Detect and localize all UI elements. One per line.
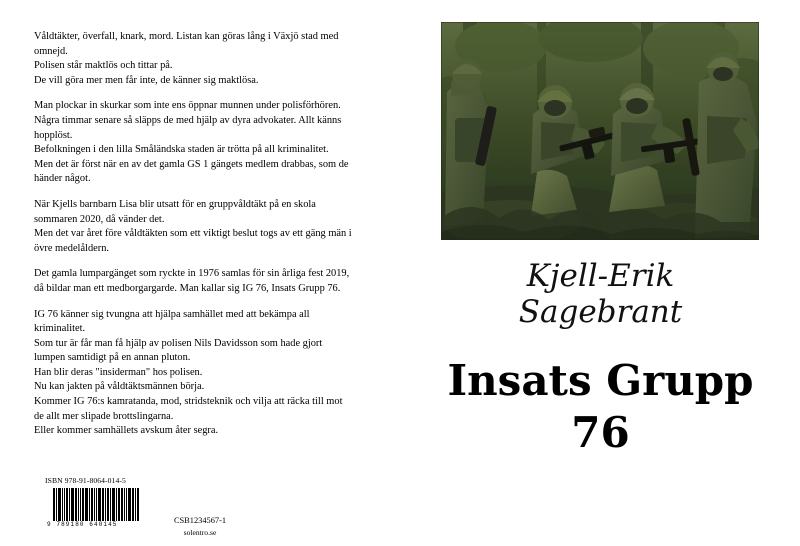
title-line: Insats Grupp (447, 356, 754, 405)
author-line: Kjell-Erik (526, 258, 675, 294)
title-line: 76 (571, 408, 630, 457)
blurb-paragraph: Våldtäkter, överfall, knark, mord. Listan kan göras lång i Växjö stad med omnejd. Polisen står maktlös och tittar på. De vill göra mer men får inte, de känner sig maktlösa. (34, 31, 339, 86)
isbn-label: ISBN 978-91-8064-014-5 (45, 476, 126, 485)
publisher-name: solentro.se (183, 528, 217, 537)
csb-code: CSB1234567-1 (173, 516, 227, 525)
book-title (401, 355, 800, 459)
blurb-paragraph: Man plockar in skurkar som inte ens öppnar munnen under polisförhören. Några timmar senare så släpps de med hjälp av dyra advokater. Allt känns hopplöst. Befolkningen i den lilla Småländska staden är trötta på all kriminalitet. Men det är först när en av det gamla GS 1 gängets medlem drabbas, som de händer något. (34, 100, 349, 185)
author-line: Sagebrant (518, 294, 683, 330)
cover-photo (441, 22, 759, 240)
back-cover-blurb (34, 30, 354, 439)
blurb-paragraph: IG 76 känner sig tvungna att hjälpa samhället med att bekämpa all kriminalitet. Som tur är får man få hjälp av polisen Nils Davidsson som hade gjort lumpen samtidigt på en annan pluton. Han blir deras "insiderman" hos polisen. Nu kan jakten på våldtäktsmännen börja. Kommer IG 76:s kamratanda, mod, stridsteknik och vilja att räcka till mot de allt mer slipade brottslingarna. Eller kommer samhällets avskum åter segra. (34, 308, 343, 437)
barcode-digits: 9 789180 640145 (47, 521, 118, 528)
blurb-paragraph: Det gamla lumpargänget som ryckte in 1976 samlas för sin årliga fest 2019, då bildar man ett medborgargarde. Man kallar sig IG 76, Insats Grupp 76. (34, 268, 350, 294)
blurb-paragraph: När Kjells barnbarn Lisa blir utsatt för en gruppvåldtäkt på en skola sommaren 2020, då vänder det. Men det var året före våldtäkten som ett viktigt beslut togs av ett gäng män i övre medelåldern. (34, 198, 352, 254)
front-cover (401, 0, 800, 546)
author-name (401, 258, 800, 330)
